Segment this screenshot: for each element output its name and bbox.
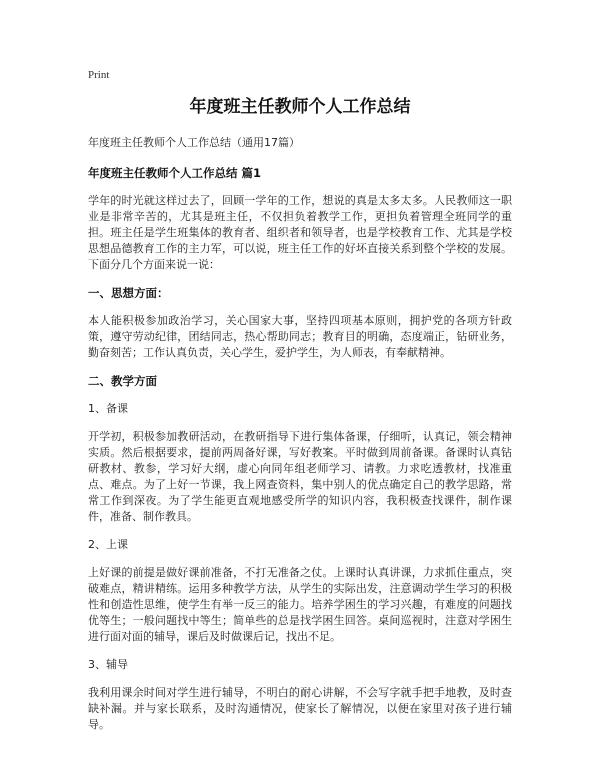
intro-paragraph: 学年的时光就这样过去了，回顾一学年的工作，想说的真是太多太多。人民教师这一职业是非常辛苦的，尤其是班主任，不仅担负着教学工作，更担负着管理全班同学的重担。班主任是学生班集体的教育者、组织者和领导者，也是学校教育工作、尤其是学校思想品德教育工作的主力军，可以说，班主任工作的好坏直接关系到整个学校的发展。下面分几个方面来说一说： (88, 194, 512, 271)
subheading-lesson-prep: 1、备课 (88, 402, 128, 415)
class-paragraph: 上好课的前提是做好课前准备，不打无准备之仗。上课时认真讲课，力求抓住重点，突破难点，精讲精练。运用多种教学方法，从学生的实际出发，注意调动学生学习的积极性和创造性思维，使学生有举一反三的能力。培养学困生的学习兴趣，有难度的问题找优等生；一般问题找中等生；简单些的总是找学困生回答。桌间巡视时，注意对学困生进行面对面的辅导，课后及时做课后记，找出不足。 (88, 566, 512, 643)
print-link[interactable]: Print (88, 69, 110, 81)
subheading-tutoring: 3、辅导 (88, 658, 128, 671)
ideology-paragraph: 本人能积极参加政治学习，关心国家大事，坚持四项基本原则，拥护党的各项方针政策，遵守劳动纪律，团结同志，热心帮助同志；教育目的明确，态度端正，钻研业务，勤奋刻苦；工作认真负责，关心学生，爱护学生，为人师表，有奉献精神。 (88, 314, 512, 359)
tutoring-paragraph: 我利用课余时间对学生进行辅导，不明白的耐心讲解，不会写字就手把手地教，及时查缺补漏。并与家长联系，及时沟通情况，使家长了解情况，以便在家里对孩子进行辅导。 (88, 686, 512, 731)
lesson-prep-paragraph: 开学初，积极参加教研活动，在教研指导下进行集体备课，仔细听，认真记，领会精神实质。然后根据要求，提前两周备好课，写好教案。平时做到周前备课。备课时认真钻研教材、教参，学习好大纲，虚心向同年组老师学习、请教。力求吃透教材，找准重点、难点。为了上好一节课，我上网查资料，集中别人的优点确定自己的教学思路，常常工作到深夜。为了学生能更直观地感受所学的知识内容，我积极查找课件，制作课件，准备、制作教具。 (88, 430, 512, 523)
heading-ideology: 一、思想方面： (88, 286, 169, 300)
heading-teaching: 二、教学方面 (88, 374, 157, 388)
section-title: 年度班主任教师个人工作总结 篇1 (88, 166, 262, 180)
subtitle: 年度班主任教师个人工作总结（通用17篇） (88, 136, 300, 149)
page-title: 年度班主任教师个人工作总结 (189, 97, 411, 117)
subheading-class: 2、上课 (88, 538, 128, 551)
